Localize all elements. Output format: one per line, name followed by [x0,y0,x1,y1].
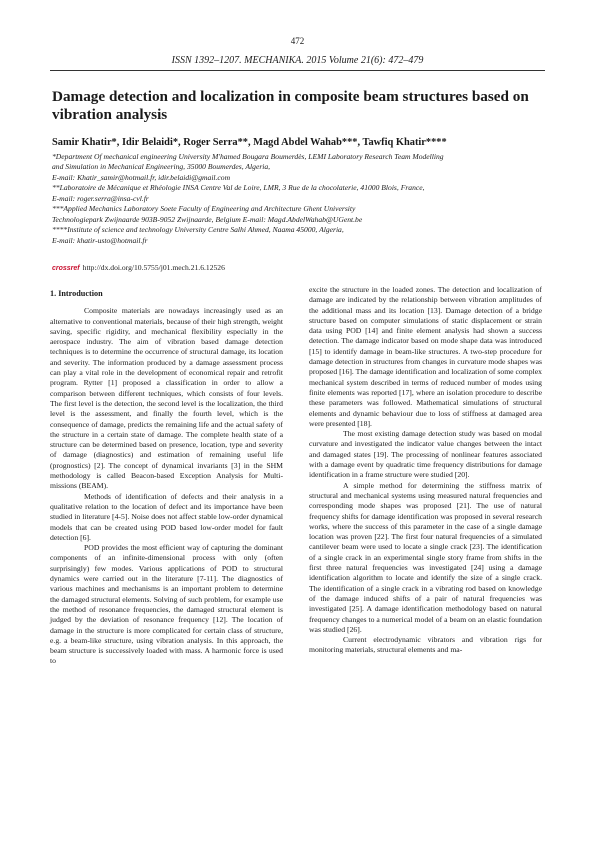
body-paragraph: excite the structure in the loaded zones. The detection and localization of damage are indicated by the relationship between vibration amplitudes of the additional mass and its location [13]. Damage detection of a bridge structure based on computer simulations of static displacement or strain data using POD [14] and finite element analysis had shown a success detection. The damage indicator based on mode shape data was introduced [15] to identify damage in beam-like structures. A two-step procedure for damage detection in structures from changes in curvature mode shapes was proposed [16]. The damage identification and localization of some complex mechanical system described in terms of reduced number of modes using finite elements was reported [17], where an isolation procedure to describe these parameters was followed. Mathematical simulations of structural elements and dynamic behaviour due to loss of stiffness at damaged area were presented [18]. [309,285,542,428]
body-paragraph: Current electrodynamic vibrators and vibration rigs for monitoring materials, structural elements and ma- [309,635,542,655]
header-rule [50,70,545,71]
affiliation-line: **Laboratoire de Mécanique et Rhéologie INSA Centre Val de Loire, LMR, 3 Rue de la chocolaterie, 41000 Blois, France, [52,183,425,193]
crossref-logo: crossref [52,265,80,272]
journal-header: ISSN 1392–1207. MECHANIKA. 2015 Volume 21(6): 472–479 [171,55,424,66]
author-list: Samir Khatir*, Idir Belaidi*, Roger Serra**, Magd Abdel Wahab***, Tawfiq Khatir**** [52,137,447,148]
affiliation-line: ***Applied Mechanics Laboratory Soete Faculty of Engineering and Architecture Ghent University [52,204,356,214]
left-column [50,285,283,667]
doi-link[interactable]: http://dx.doi.org/10.5755/j01.mech.21.6.12526 [82,263,225,272]
body-paragraph: The most existing damage detection study was based on modal curvature and investigated the indicator value changes between the intact and damaged states [19]. The processing of nonlinear features associated with a damage event by quadratic time frequency distributions for damage identification in a frame structure were studied [20]. [309,429,542,480]
page-number: 472 [290,36,305,46]
affiliation-line: Technologiepark Zwijnaarde 903B-9052 Zwijnaarde, Belgium E-mail: Magd.AbdelWahab@UGent.be [52,214,363,224]
affiliation-line: *Department Of mechanical engineering University M'hamed Bougara Boumerdès, LEMI Laboratory Research Team Modelling [52,152,444,161]
doi-line [52,263,225,272]
affiliation-line: E-mail: khatir-usto@hotmail.fr [52,235,148,245]
affiliation-line: ****Institute of science and technology University Centre Salhi Ahmed, Naama 45000, Algeria, [52,225,344,235]
affiliation-line: and Simulation in Mechanical Engineering, 35000 Boumerdes, Algeria, [52,162,271,172]
body-paragraph: Composite materials are nowadays increasingly used as an alternative to conventional materials, because of their high strength, weight saving, specific rigidity, and mechanical flexibility especially in the aerospace industry. The aim of vibration based damage detection techniques is to determine the occurrence of structural damage, its location and severity. The information produced by a damage assessment process can play a vital role in the development of economical repair and retrofit program. Rytter [1] proposed a classification in order to allow a comparison between different techniques, which consists of four levels. The first level is the detection, the second level is the localization, the third level is the assessment, and finally the fourth level, which is the consequence of damage, predicts the remaining life and the actual safety of the structure in a certain state of damage. The complete health state of a structure can be determined based on presence, location, type and severity of damage (diagnostics) and estimation of remaining useful life (prognostics) [2]. The concept of dynamical invariants [3] in the SHM methodology is called Beacon-based Exception Analysis for Multi-missions (BEAM). [50,306,283,491]
right-column [309,285,542,656]
paper-title: Damage detection and localization in composite beam structures based on vibration analysis [52,88,529,123]
section-heading: 1. Introduction [50,289,103,298]
body-paragraph: Methods of identification of defects and their analysis in a qualitative relation to the location of defect and its importance have been studied in literature [4-5]. Noise does not affect stable low-order dynamical models that can be created using POD based low-order model for fault detection [6]. [50,491,283,542]
body-paragraph: A simple method for determining the stiffness matrix of structural and mechanical systems using measured natural frequencies and corresponding mode shapes was proposed [21]. The use of natural frequency shifts for damage identification was proposed in several research works, where the success of this parameter in the case of a single damage location was proven [22]. The first four natural frequencies of a simulated cantilever beam were used to locate a single crack [23]. The identification of a single crack in an experimental single story frame from shifts in the first three natural frequencies was investigated [24] using a damage identification algorithm to locate and identify the size of a single crack. The identification of a single crack in a vibrating rod based on knowledge of the damage induced shifts of a pair of natural frequencies was investigated [25]. A damage identification methodology based on natural frequency changes to a numerical model of a beam on an elastic foundation was studied [26]. [309,480,542,634]
body-paragraph: POD provides the most efficient way of capturing the dominant components of an infinite-dimensional process with only (often surprisingly) few modes. Various applications of POD to structural dynamics were carried out in the literature [7-11]. The diagnostics of various machines and mechanisms is an important problem to determine the damaged structural elements. Solving of such problem, for example use the method of resonance frequencies, the damaged structural element is judged by the deviation of resonance frequency [12]. The location of damage in the structure is more complicated for certain class of structure, e.g. a beam-like structure, using vibration analysis. In this approach, the beam structure is successively loaded with mass. A harmonic force is used to [50,543,283,666]
affiliations [52,152,552,246]
affiliation-line: E-mail: Khatir_samir@hotmail.fr, idir.belaidi@gmail.com [52,172,231,182]
affiliation-line: E-mail: roger.serra@insa-cvl.fr [52,193,149,203]
